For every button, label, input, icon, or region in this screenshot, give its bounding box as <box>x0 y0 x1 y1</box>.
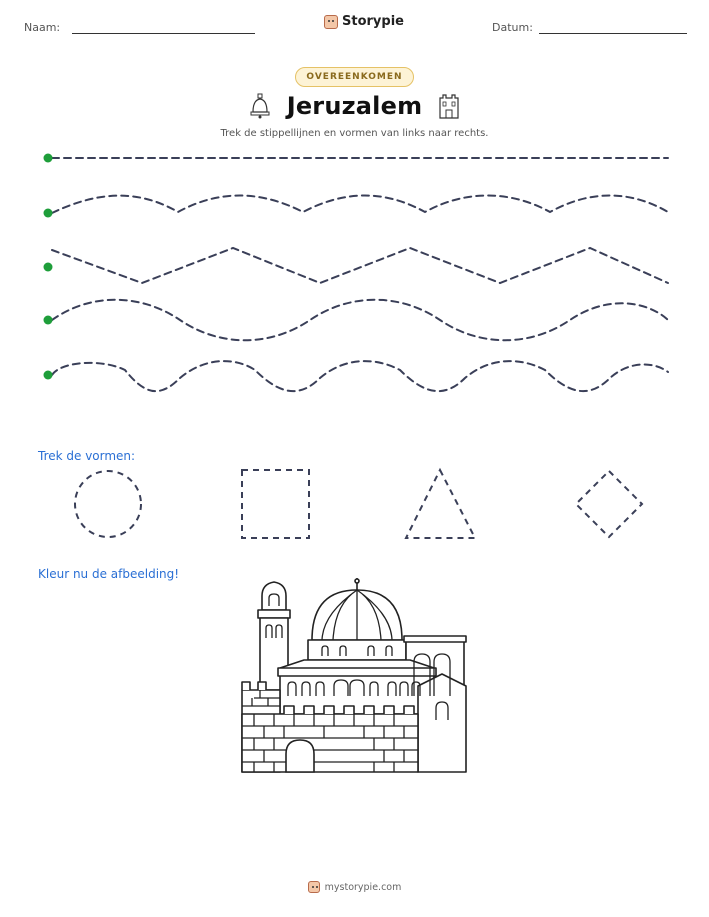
tracing-line-zigzag <box>52 248 668 283</box>
tracing-line-wave-2 <box>52 300 668 341</box>
date-line[interactable] <box>539 33 687 34</box>
shape-diamond <box>576 471 642 537</box>
brand-logo <box>324 14 404 29</box>
color-heading: Kleur nu de afbeelding! <box>38 567 180 581</box>
date-label: Datum: <box>492 21 533 34</box>
storypie-logo-icon <box>324 15 338 29</box>
category-badge: OVEREENKOMEN <box>295 67 413 87</box>
start-dot <box>44 316 53 325</box>
start-dot <box>44 263 53 272</box>
tracing-line-wave-1 <box>52 196 668 214</box>
castle-icon <box>438 93 460 119</box>
instruction-text: Trek de stippellijnen en vormen van links naar rechts. <box>220 128 489 139</box>
title-row <box>0 92 709 120</box>
start-dot <box>44 209 53 218</box>
storypie-logo-icon <box>308 881 320 893</box>
jerusalem-coloring-picture[interactable] <box>238 574 470 776</box>
tracing-shapes[interactable] <box>0 460 709 550</box>
tracing-lines[interactable] <box>0 140 709 400</box>
brand-name: Storypie <box>342 14 404 29</box>
shape-square <box>242 470 309 538</box>
shapes-heading: Trek de vormen: <box>38 449 136 463</box>
start-dot <box>44 371 53 380</box>
tracing-line-wave-3 <box>52 361 668 391</box>
start-dot <box>44 154 53 163</box>
footer <box>0 881 709 893</box>
badge-row <box>0 67 709 87</box>
shape-circle <box>75 471 141 537</box>
name-line[interactable] <box>72 33 255 34</box>
bell-icon <box>249 93 271 119</box>
footer-url[interactable]: mystorypie.com <box>324 881 402 893</box>
page-title: Jeruzalem <box>286 92 423 120</box>
name-label: Naam: <box>24 21 61 34</box>
shape-triangle <box>406 470 475 538</box>
